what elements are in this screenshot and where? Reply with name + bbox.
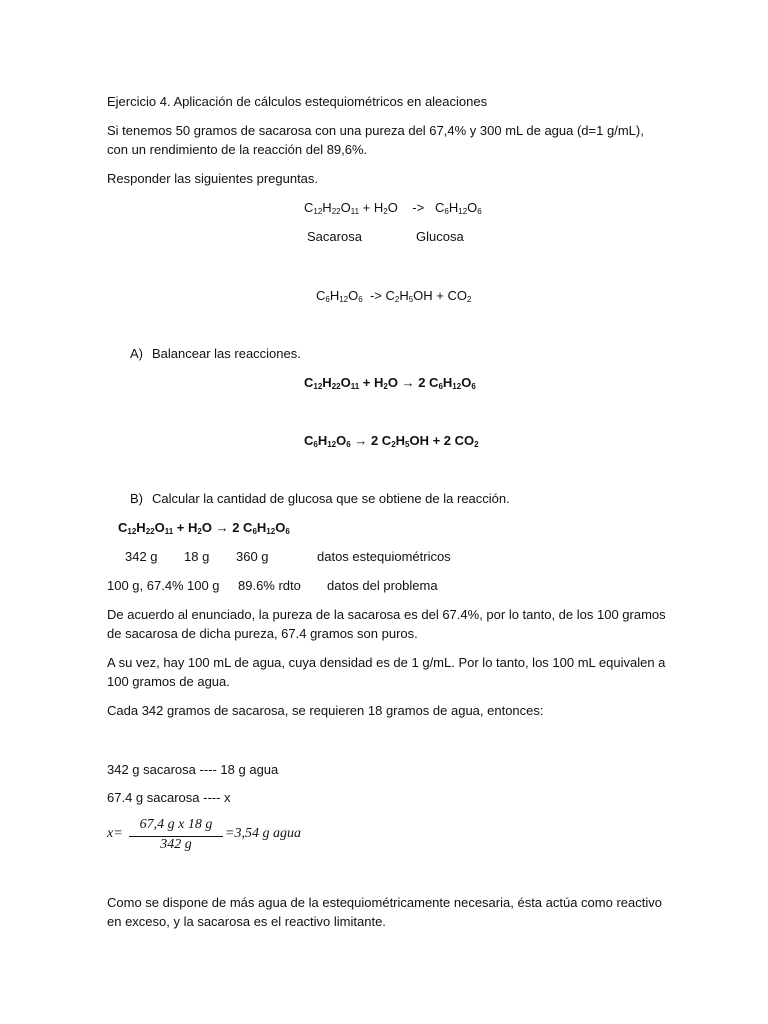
ratio-intro-text: Cada 342 gramos de sacarosa, se requieren 18 gramos de agua, entonces:	[107, 703, 544, 718]
problem-water: 100 g	[187, 578, 220, 593]
section-a-label: A)	[130, 346, 143, 361]
reactant-label-sacarosa: Sacarosa	[307, 229, 362, 244]
product-label-glucosa: Glucosa	[416, 229, 464, 244]
formula-denominator: 342 g	[160, 837, 192, 852]
ratio-line-2: 67.4 g sacarosa ---- x	[107, 790, 231, 805]
water-density-paragraph: A su vez, hay 100 mL de agua, cuya densidad es de 1 g/mL. Por lo tanto, los 100 mL equivalen a 100 gramos de agua.	[107, 655, 666, 689]
purity-paragraph: De acuerdo al enunciado, la pureza de la sacarosa es del 67.4%, por lo tanto, de los 100 gramos de sacarosa de dicha pureza, 67.4 gramos son puros.	[107, 607, 666, 641]
balanced-reaction-repeat: $C_{12}H_{22}O_{11} + H_2O \to 2$ $C_6H_{12}O_6$	[118, 520, 290, 536]
limiting-reagent-paragraph: Como se dispone de más agua de la estequiométricamente necesaria, ésta actúa como reactivo en exceso, y la sacarosa es el reactivo limitante.	[107, 895, 662, 929]
balanced-reaction-1: $C_{12}H_{22}O_{11} + H_2O \to 2$ $C_6H_{12}O_6$	[304, 375, 476, 391]
ratio-line-1: 342 g sacarosa ---- 18 g agua	[107, 762, 279, 777]
reaction-1-equation: $C_{12}H_{22}O_{11} + H_2O$ -> $C_6H_{12}O_6$	[304, 200, 482, 216]
instructions-text: Responder las siguientes preguntas.	[107, 171, 319, 186]
formula-numerator: 67,4 g x 18 g	[139, 817, 213, 832]
reaction-2-equation: $C_6H_{12}O_6 -> C_2H_5OH + CO_2$	[316, 288, 472, 304]
stoich-row-label: datos estequiométricos	[317, 549, 451, 564]
problem-row-label: datos del problema	[327, 578, 438, 593]
section-a-text: Balancear las reacciones.	[152, 346, 301, 361]
stoich-sacarosa-mass: 342 g	[125, 549, 158, 564]
formula-lhs: x=	[107, 826, 123, 841]
intro-paragraph: Si tenemos 50 gramos de sacarosa con una pureza del 67,4% y 300 mL de agua (d=1 g/mL), con un rendimiento de la reacción del 89,6%.	[107, 123, 644, 157]
section-b-text: Calcular la cantidad de glucosa que se obtiene de la reacción.	[152, 491, 510, 506]
section-b-label: B)	[130, 491, 143, 506]
balanced-reaction-2: $C_6H_{12}O_6 \to 2$ $C_2H_5OH + 2$ $CO_2$	[304, 433, 479, 449]
problem-yield: 89.6% rdto	[238, 578, 301, 593]
exercise-title: Ejercicio 4. Aplicación de cálculos estequiométricos en aleaciones	[107, 94, 488, 109]
stoich-glucose-mass: 360 g	[236, 549, 269, 564]
stoich-water-mass: 18 g	[184, 549, 210, 564]
formula-result: =3,54 g agua	[225, 826, 301, 841]
problem-sacarosa: 100 g, 67.4%	[107, 578, 184, 593]
